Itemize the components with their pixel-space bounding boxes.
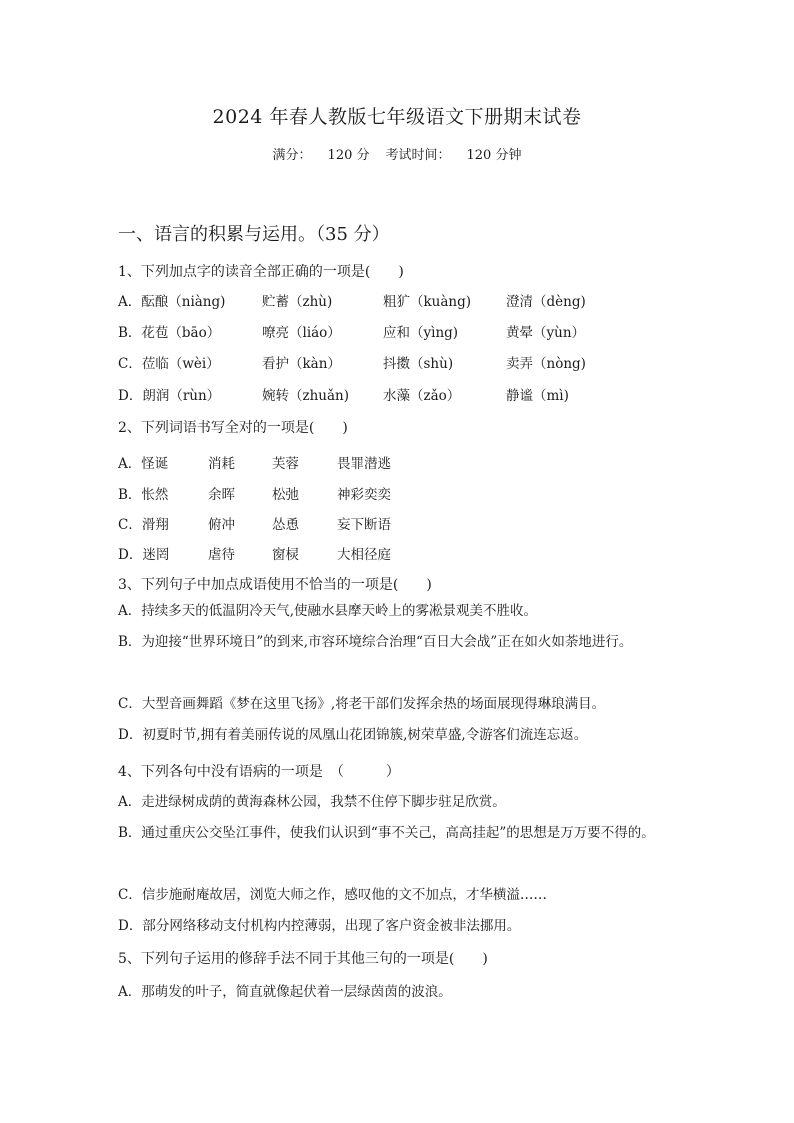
option-cell: B．花苞（bāo） xyxy=(118,325,221,341)
option-cell: 看护（kàn） xyxy=(262,356,341,372)
option-cell: 婉转（zhuǎn) xyxy=(262,388,350,404)
option-cell: 余晖 xyxy=(208,487,235,503)
question-4-option-a: A．走进绿树成荫的黄海森林公园，我禁不住停下脚步驻足欣赏。 xyxy=(118,794,506,810)
option-cell: 粗犷（kuàng) xyxy=(383,294,472,310)
option-cell: 贮蓄（zhù) xyxy=(262,294,333,310)
question-4-option-d: D．部分网络移动支付机构内控薄弱，出现了客户资金被非法挪用。 xyxy=(118,918,521,934)
option-cell: 消耗 xyxy=(208,456,235,472)
question-3-stem: 3、下列句子中加点成语使用不恰当的一项是( ) xyxy=(118,577,432,593)
question-3-option-b: B．为迎接“世界环境日”的到来,市容环境综合治理“百日大会战”正在如火如荼地进行。 xyxy=(118,634,633,650)
question-3-option-d: D．初夏时节,拥有着美丽传说的凤凰山花团锦簇,树荣草盛,令游客们流连忘返。 xyxy=(118,727,588,743)
option-cell: 黄晕（yùn） xyxy=(506,325,586,341)
option-cell: 怂恿 xyxy=(272,517,299,533)
full-score-label: 满分： xyxy=(272,148,312,163)
option-cell: 应和（yìng) xyxy=(383,325,459,341)
option-cell: 卖弄（nòng) xyxy=(506,356,586,372)
question-3-option-a: A．持续多天的低温阴冷天气,使融水县摩天岭上的雾凇景观美不胜收。 xyxy=(118,603,538,619)
section-heading: 一、语言的积累与运用。（35 分） xyxy=(118,224,390,245)
question-1-stem: 1、下列加点字的读音全部正确的一项是( ) xyxy=(118,264,404,280)
time-label: 考试时间： xyxy=(385,148,451,163)
option-cell: 松弛 xyxy=(272,487,299,503)
option-cell: D．迷罔 xyxy=(118,547,170,563)
option-cell: B．怅然 xyxy=(118,487,169,503)
option-cell: C．滑翔 xyxy=(118,517,169,533)
question-4-option-c: C．信步施耐庵故居，浏览大师之作，感叹他的文不加点，才华横溢…… xyxy=(118,887,547,903)
option-cell: D．朗润（rùn） xyxy=(118,388,221,404)
full-score-value: 120 分 xyxy=(327,148,370,163)
question-2-stem: 2、下列词语书写全对的一项是( ) xyxy=(118,420,348,436)
option-cell: 抖擞（shù) xyxy=(383,356,454,372)
option-cell: 妄下断语 xyxy=(337,517,391,533)
option-cell: 大相径庭 xyxy=(337,547,391,563)
question-5-option-a: A．那萌发的叶子，简直就像起伏着一层绿茵茵的波浪。 xyxy=(118,984,452,1000)
option-cell: 神彩奕奕 xyxy=(337,487,391,503)
option-cell: A．酝酿（niàng) xyxy=(118,294,226,310)
option-cell: 水藻（zǎo） xyxy=(383,388,461,404)
option-cell: 虐待 xyxy=(208,547,235,563)
option-cell: 芙蓉 xyxy=(272,456,299,472)
option-cell: 嘹亮（liáo） xyxy=(262,325,341,341)
question-4-option-b: B．通过重庆公交坠江事件，使我们认识到“事不关己，高高挂起”的思想是万万要不得的。 xyxy=(118,825,655,841)
option-cell: 窗棂 xyxy=(272,547,299,563)
option-cell: 澄清（dèng) xyxy=(506,294,586,310)
time-value: 120 分钟 xyxy=(466,148,522,163)
option-cell: C．莅临（wèi） xyxy=(118,356,220,372)
exam-meta xyxy=(0,144,794,163)
page-title: 2024 年春人教版七年级语文下册期末试卷 xyxy=(212,106,582,128)
option-cell: A．怪诞 xyxy=(118,456,169,472)
option-cell: 静谧（mì) xyxy=(506,388,569,404)
option-cell: 俯冲 xyxy=(208,517,235,533)
option-cell: 畏罪潜逃 xyxy=(337,456,391,472)
question-4-stem: 4、下列各句中没有语病的一项是 （ ） xyxy=(118,764,400,780)
question-3-option-c: C．大型音画舞蹈《梦在这里飞扬》,将老干部们发挥余热的场面展现得琳琅满目。 xyxy=(118,696,606,712)
question-5-stem: 5、下列句子运用的修辞手法不同于其他三句的一项是( ) xyxy=(118,951,488,967)
